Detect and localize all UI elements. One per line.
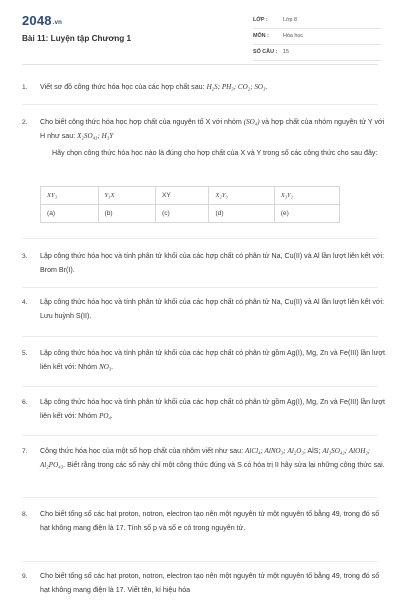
option-formula: XY₃ — [41, 187, 99, 205]
option-formula: X₃Y₂ — [274, 187, 339, 205]
brand-logo[interactable]: 2048.vn — [22, 13, 63, 28]
question-separator — [22, 336, 378, 337]
option-formula: XY — [156, 187, 209, 205]
option-label: (c) — [156, 205, 209, 223]
option-formula: Y₃X — [98, 187, 156, 205]
question-separator — [22, 104, 378, 105]
lesson-title: Bài 11: Luyện tập Chương 1 — [22, 34, 132, 43]
option-label: (d) — [209, 205, 274, 223]
option-label: (b) — [98, 205, 156, 223]
question-separator — [22, 497, 378, 498]
info-row-count: SỐ CÂU : 15 — [253, 44, 381, 61]
option-formula: X₂Y₃ — [209, 187, 274, 205]
option-label: (e) — [274, 205, 339, 223]
question-separator — [22, 238, 378, 239]
info-row-class: LỚP : Lớp 8 — [253, 12, 381, 29]
worksheet-header — [0, 0, 400, 66]
header-divider — [22, 64, 378, 65]
answer-options-table — [40, 186, 340, 223]
info-row-subject: MÔN : Hóa học — [253, 28, 381, 45]
question-separator — [22, 287, 378, 288]
question-separator — [22, 435, 378, 436]
option-label: (a) — [41, 205, 99, 223]
question-separator — [22, 561, 378, 562]
question-separator — [22, 386, 378, 387]
